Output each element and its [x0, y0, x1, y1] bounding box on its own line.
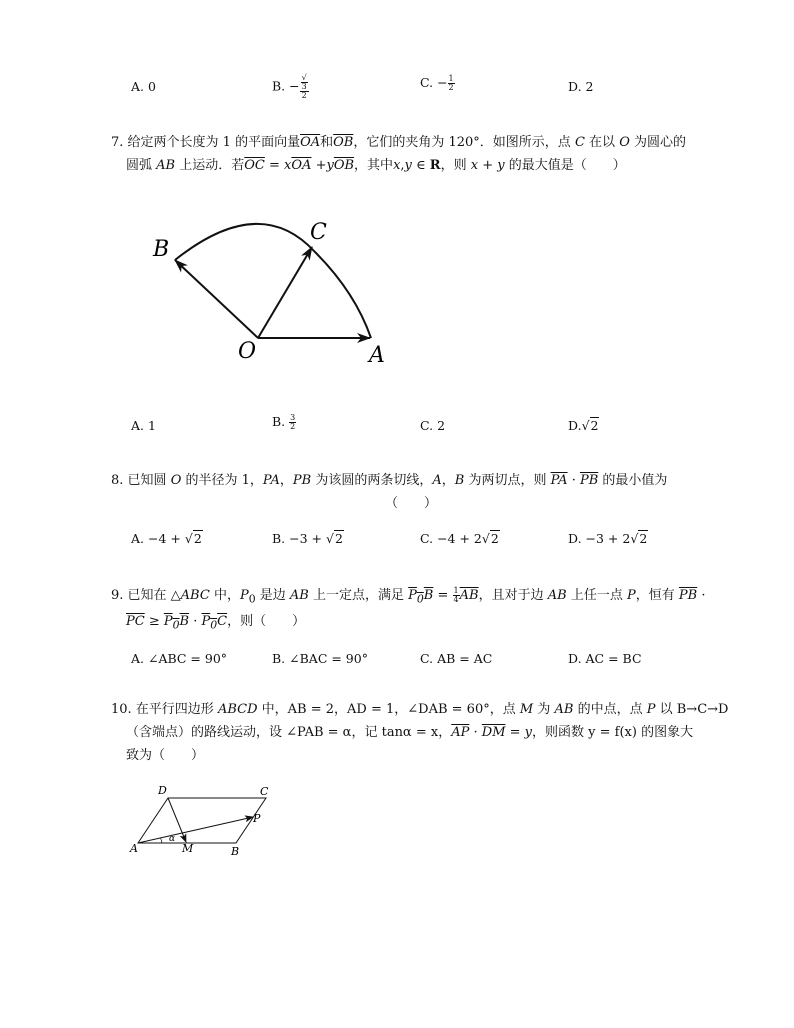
label-o: O	[238, 339, 257, 364]
q9-option-d: D. AC = BC	[568, 651, 642, 666]
label-d: D	[158, 784, 167, 797]
q9-option-a: A. ∠ABC = 90°	[131, 651, 228, 666]
label-m: M	[182, 842, 194, 855]
label-b: B	[153, 237, 170, 262]
q8-option-b: B. −3 + √2	[272, 531, 343, 546]
q9-line-2: $\overline{PC} \ge P_0B \cdot P_0C$，则（ ）	[126, 614, 306, 632]
segment-ap	[138, 817, 253, 843]
q6-option-b: B. − √ 3 2	[272, 73, 307, 100]
label-a: A	[369, 343, 385, 368]
q7-line-2: 圆弧 AB 上运动．若$\overline{OC} = x\overline{OA} +y\overline{OB}$，其中x,y ∈ R，则 x + y 的最大值是（ ）	[126, 158, 626, 173]
q6-option-d: D. 2	[568, 79, 594, 94]
angle-alpha-arc	[160, 838, 162, 843]
label-c10: C	[260, 785, 269, 798]
q7-figure	[140, 212, 400, 372]
q7-option-c: C. 2	[420, 418, 446, 433]
arc-ab	[175, 224, 371, 338]
label-a10: A	[130, 842, 138, 855]
q9-option-c: C. AB = AC	[420, 651, 493, 666]
q6-option-a: A. 0	[131, 79, 156, 94]
q8-paren: （ ）	[385, 496, 438, 511]
q7-option-d: D.√2	[568, 418, 599, 433]
q9-option-b: B. ∠BAC = 90°	[272, 651, 368, 666]
q8-option-c: C. −4 + 2√2	[420, 531, 499, 546]
q7-line-1: 7. 给定两个长度为 1 的平面向量$\overline{OA}$和$\overline{OB}$，它们的夹角为 120°．如图所示，点 C 在以 O 为圆心的	[111, 135, 687, 150]
q8-line-1: 8. 已知圆 O 的半径为 1，PA，PB 为该圆的两条切线，A，B 为两切点，则 $\overline{PA} \cdot \overline{PB}$ 的最小值为	[111, 473, 668, 488]
q10-line-3: 致为（ ）	[126, 748, 205, 763]
q10-line-1: 10. 在平行四边形 ABCD 中，AB = 2，AD = 1，∠DAB = 60°，点 M 为 AB 的中点，点 P 以 B→C→D	[111, 702, 729, 717]
label-alpha: α	[169, 834, 176, 844]
q8-option-a: A. −4 + √2	[131, 531, 202, 546]
label-p: P	[253, 812, 261, 825]
label-b10: B	[231, 845, 240, 858]
q9-line-1: 9. 已知在 △ABC 中，$P_0$ 是边 AB 上一定点，满足 $P_0B$ = $\frac{1}{4}$ $\overline{AB}$，且对于边 AB 上任一点 P，恒有 $\overline{PB}$ ·	[111, 586, 706, 606]
parallelogram-abcd	[138, 798, 266, 843]
q8-option-d: D. −3 + 2√2	[568, 531, 648, 546]
vector-oc	[258, 247, 312, 338]
q7-option-b: B. $\frac{3}{2}$	[272, 413, 296, 431]
q10-figure	[128, 780, 278, 860]
q7-option-a: A. 1	[131, 418, 156, 433]
vector-ob	[175, 260, 258, 338]
q6-option-c: C. − $\frac{1}{2}$	[420, 74, 454, 92]
label-c: C	[310, 220, 327, 245]
q10-line-2: （含端点）的路线运动，设 ∠PAB = α，记 tanα = x，$\overline{AP} \cdot \overline{DM} = y$，则函数 y = f(x) 的图象大	[126, 725, 694, 740]
